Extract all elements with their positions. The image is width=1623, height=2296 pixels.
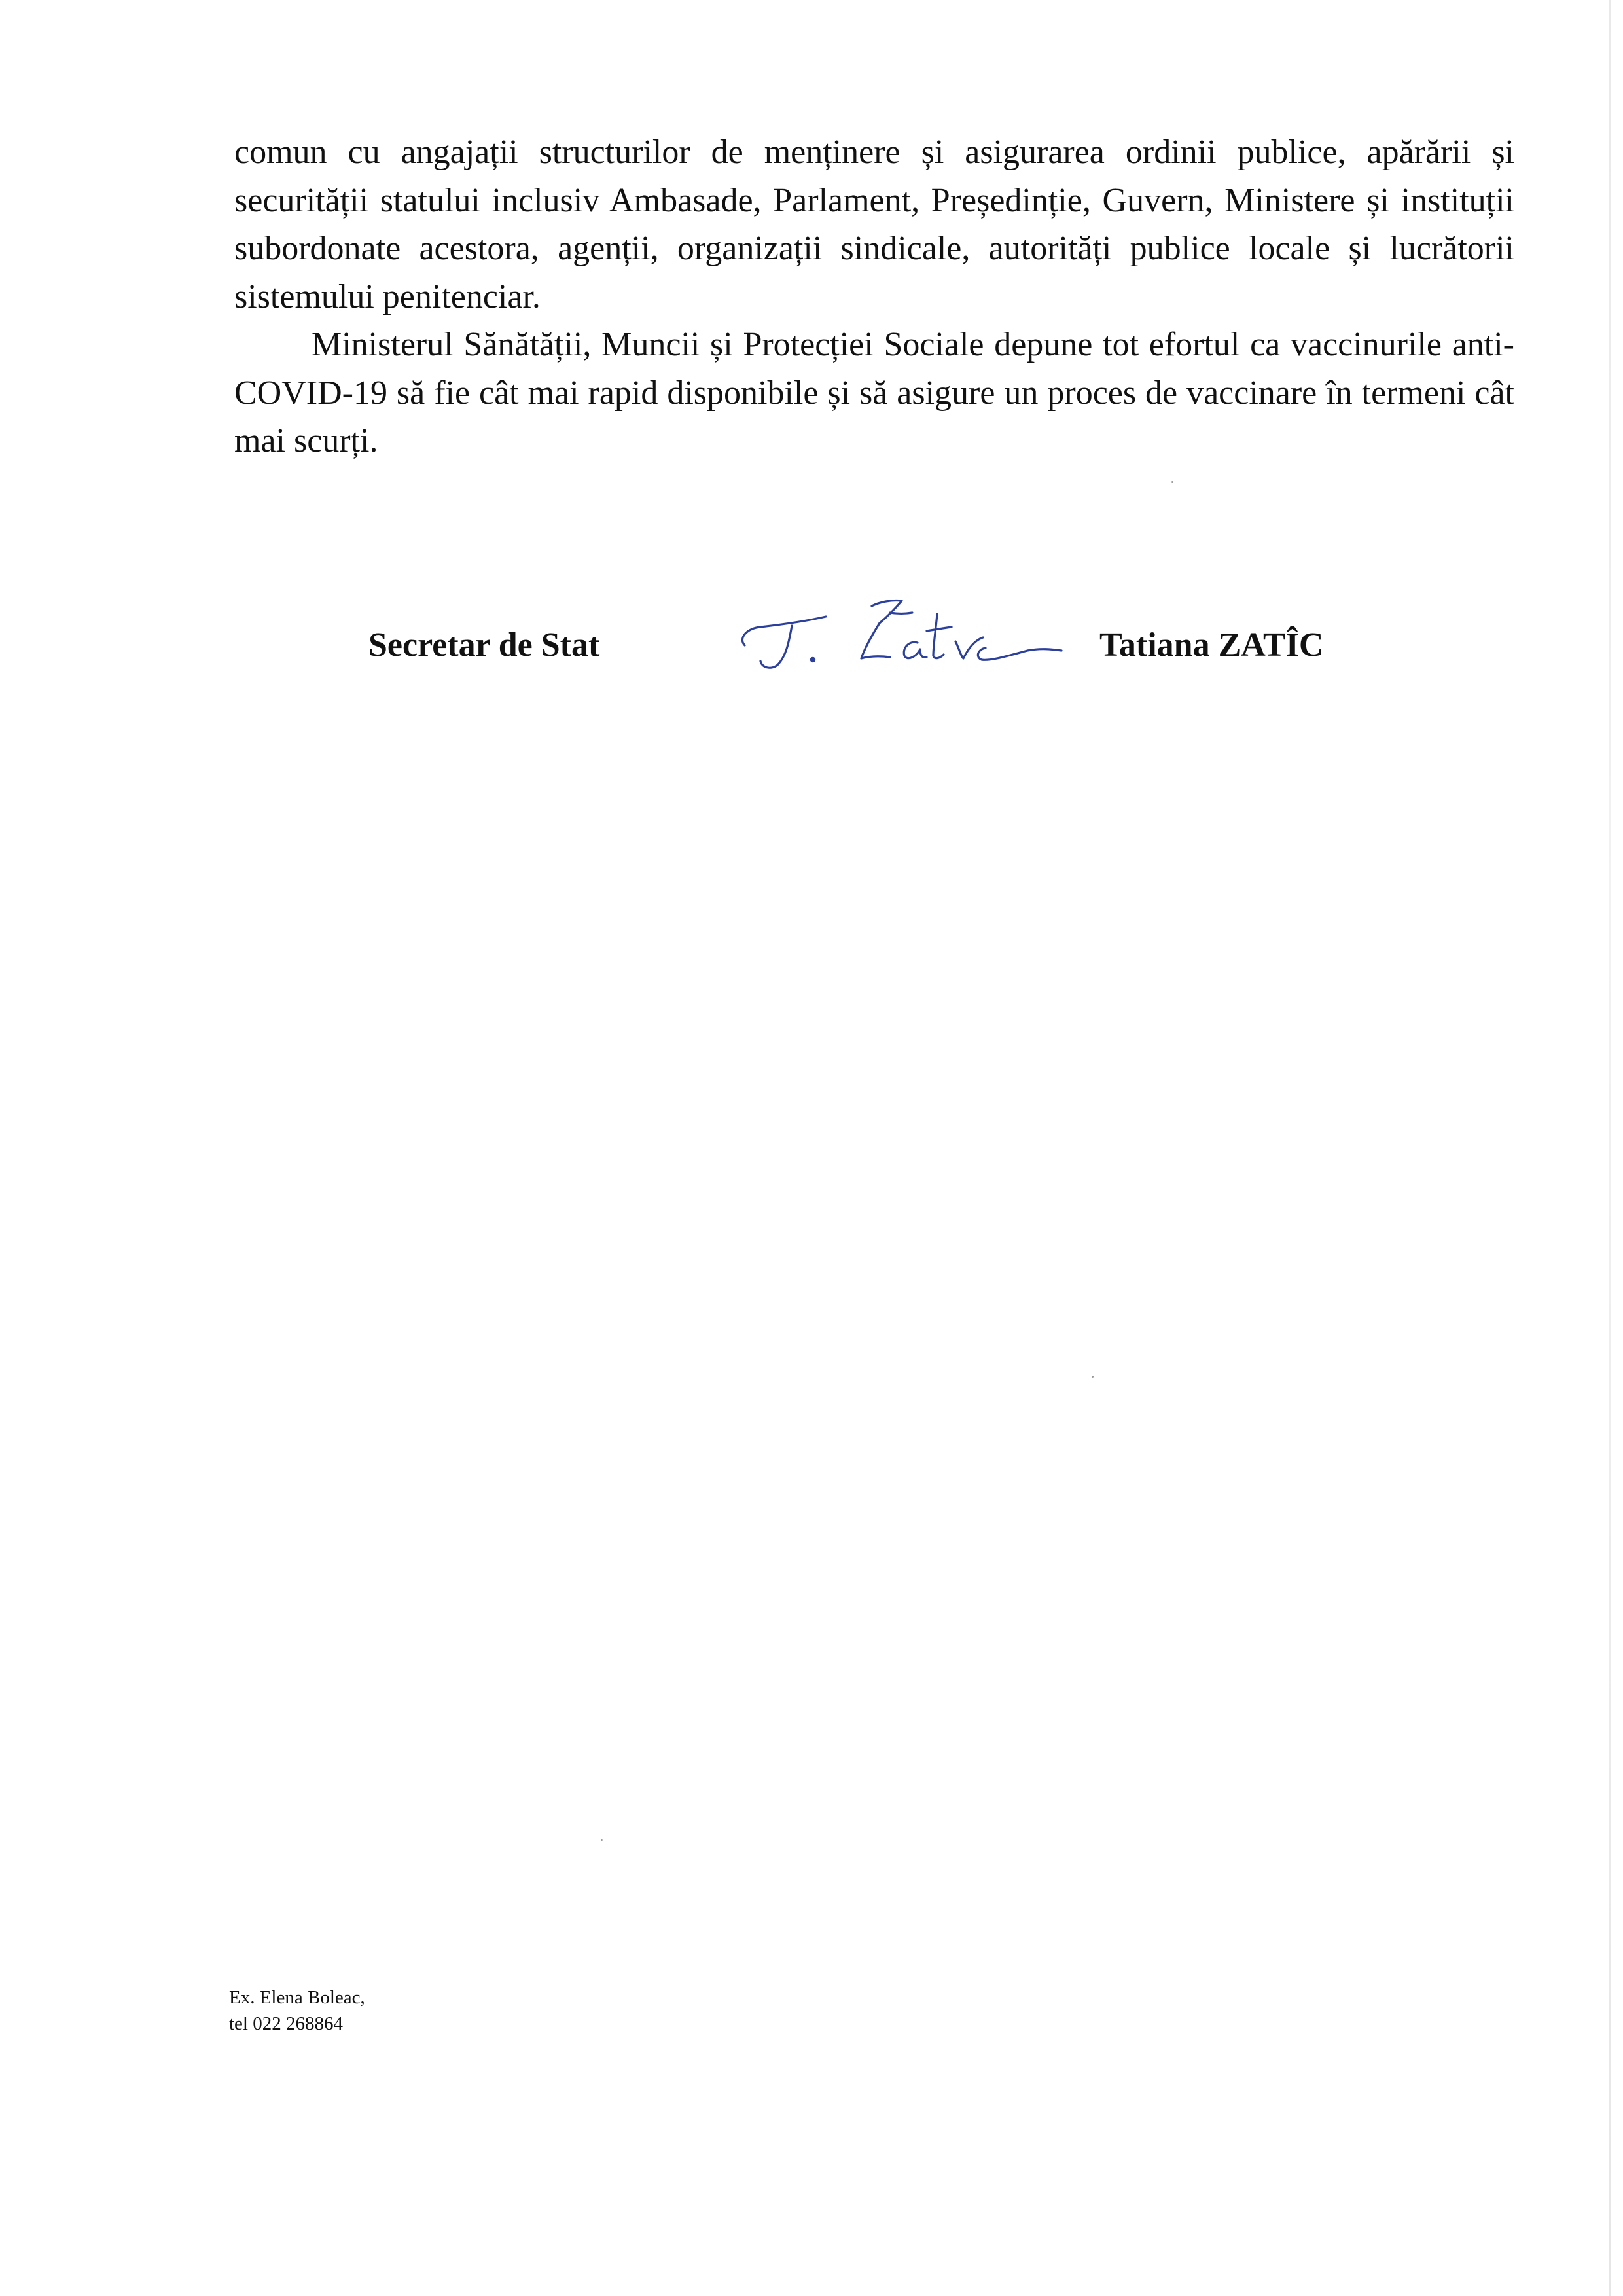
paragraph-ministry-statement: Ministerul Sănătății, Muncii și Protecției Sociale depune tot efortul ca vaccinurile anti-COVID-19 să fie cât mai rapid disponibile și să asigure un proces de vaccinare în termeni cât mai scurți. [234, 326, 1514, 459]
executor-phone: tel 022 268864 [229, 2013, 343, 2034]
signatory-title: Secretar de Stat [368, 626, 600, 664]
scan-edge-shadow [1609, 0, 1611, 2296]
scan-speck [601, 1839, 603, 1841]
executor-name: Ex. Elena Boleac, [229, 1987, 365, 2008]
scan-speck [1092, 1376, 1094, 1378]
handwritten-signature [726, 588, 1067, 686]
executor-note [229, 1984, 365, 2037]
document-body [234, 128, 1514, 465]
signature-block [0, 576, 1623, 707]
scan-speck [1171, 481, 1173, 483]
signatory-name: Tatiana ZATÎC [1099, 626, 1324, 664]
paragraph-continuation: comun cu angajații structurilor de menținere și asigurarea ordinii publice, apărării și securității statului inclusiv Ambasade, Parlament, Președinție, Guvern, Ministere și instituții subordonate acestora, agenții, organizații sindicale, autorități publice locale și lucrătorii sistemului penitenciar. [234, 134, 1514, 315]
